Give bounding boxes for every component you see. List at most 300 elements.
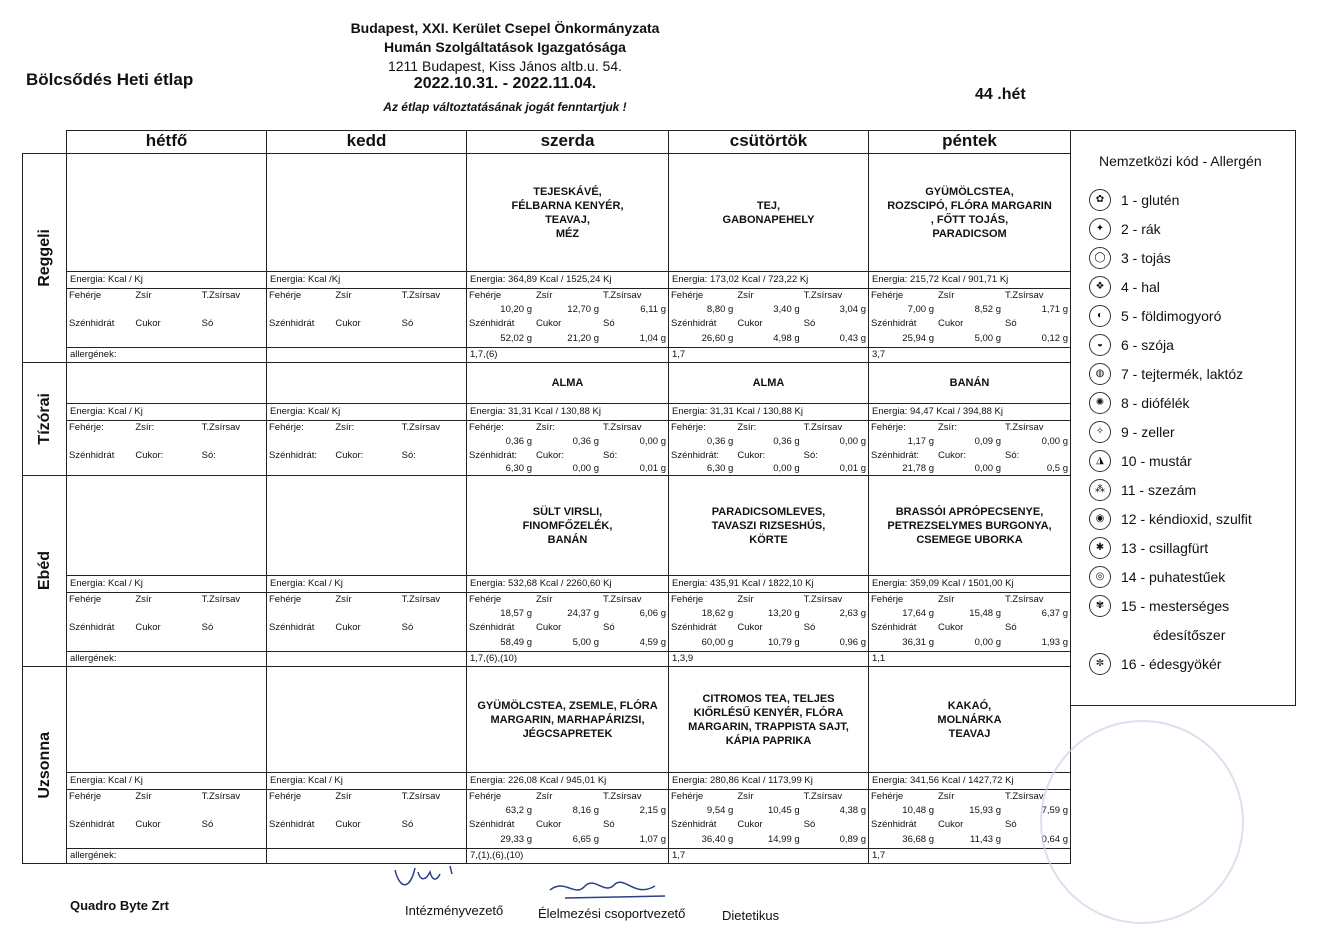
nutrient-value xyxy=(67,833,133,848)
legend-label: 15 - mesterséges xyxy=(1121,597,1230,614)
nutrient-label: Zsír xyxy=(335,290,352,301)
nutrient-label: T.Zsírsav xyxy=(201,290,241,301)
nutrient-value: 2,15 g xyxy=(639,805,666,816)
menu-cell xyxy=(267,476,467,667)
nutrient-label: Szénhidrát xyxy=(469,819,515,830)
legend-item xyxy=(1089,504,1295,533)
nutrient-value xyxy=(400,804,466,818)
dish-name xyxy=(67,667,266,772)
day-header: szerda xyxy=(467,131,669,154)
nutrient-value: 6,06 g xyxy=(639,608,666,619)
dish-name: GYÜMÖLCSTEA, ROZSCIPÓ, FLÓRA MARGARIN , FŐTT TOJÁS, PARADICSOM xyxy=(887,185,1052,240)
nutrient-value: 4,38 g xyxy=(839,805,866,816)
nutrient-label: T.Zsírsav xyxy=(603,791,642,802)
nutrient-label: T.Zsírsav xyxy=(803,594,843,605)
day-header: csütörtök xyxy=(669,131,869,154)
nutrient-value: 9,54 g xyxy=(706,805,734,816)
nutrient-value: 0,00 g xyxy=(974,463,1001,474)
org-line-1: Budapest, XXI. Kerület Csepel Önkormányzata xyxy=(350,20,660,36)
dish-name: KAKAÓ, MOLNÁRKA TEAVAJ xyxy=(937,699,1002,740)
legend-item xyxy=(1089,562,1295,591)
nutrient-value: 7,00 g xyxy=(907,304,934,315)
nutrient-value: 0,01 g xyxy=(839,463,866,474)
menu-cell xyxy=(267,667,467,864)
nutrient-value: 21,78 g xyxy=(902,463,934,474)
nutrient-value: 0,64 g xyxy=(1041,834,1068,845)
menu-cell xyxy=(869,476,1071,667)
menu-cell xyxy=(67,667,267,864)
meal-label: Reggeli xyxy=(35,229,53,287)
nutrient-label: Cukor xyxy=(737,318,763,329)
nutrient-label: Cukor: xyxy=(135,450,164,461)
legend-item xyxy=(1089,475,1295,504)
allergen-codes: 1,7 xyxy=(669,347,868,362)
nutrient-label: Fehérje: xyxy=(671,422,706,433)
nutrient-value: 6,37 g xyxy=(1041,608,1068,619)
nutrient-label: T.Zsírsav xyxy=(401,594,441,605)
nutrient-label: Cukor xyxy=(335,622,361,633)
nutrient-label: Cukor xyxy=(737,622,763,633)
nutrient-label: Zsír xyxy=(135,791,152,802)
nutrient-value: 7,59 g xyxy=(1041,805,1068,816)
nutrient-value: 15,93 g xyxy=(969,805,1001,816)
legend-item xyxy=(1089,214,1295,243)
nutrient-label: Szénhidrát: xyxy=(671,450,720,461)
nutrient-label: Só xyxy=(201,318,214,329)
signer-label-1: Intézményvezető xyxy=(405,903,504,918)
allergen-codes xyxy=(267,651,466,666)
nutrient-value xyxy=(200,462,266,475)
nutrient-label: Cukor: xyxy=(737,450,766,461)
nutrient-value: 6,30 g xyxy=(505,463,532,474)
nutrient-value xyxy=(200,607,266,621)
nutrient-label: Zsír: xyxy=(938,422,957,433)
dish-name: TEJESKÁVÉ, FÉLBARNA KENYÉR, TEAVAJ, MÉZ xyxy=(511,185,624,240)
nutrient-value xyxy=(400,303,466,317)
nutrient-label: Zsír xyxy=(335,594,352,605)
nutrient-label: Fehérje xyxy=(671,791,704,802)
nutrient-value xyxy=(67,804,133,818)
meal-label: Uzsonna xyxy=(35,731,53,799)
nutrient-value: 18,57 g xyxy=(500,608,532,619)
legend-label: 10 - mustár xyxy=(1121,452,1192,469)
energy-value: Energia: Kcal/ Kj xyxy=(267,403,466,420)
nutrient-label: T.Zsírsav xyxy=(1005,791,1044,802)
nutrient-label: T.Zsírsav xyxy=(401,290,441,301)
nutrient-value xyxy=(200,833,266,848)
dish-name: TEJ, GABONAPEHELY xyxy=(722,199,815,226)
legend-label: 1 - glutén xyxy=(1121,191,1180,208)
weekly-menu-table xyxy=(22,130,1071,864)
nutrient-value: 0,36 g xyxy=(505,436,532,447)
nutrient-value xyxy=(133,303,199,317)
nutrient-value: 0,00 g xyxy=(839,436,866,447)
nutrition-grid xyxy=(869,288,1070,347)
meal-label-cell xyxy=(23,154,67,363)
nutrient-label: Fehérje xyxy=(69,290,102,301)
nutrient-value xyxy=(267,607,333,621)
menu-cell xyxy=(869,363,1071,476)
legend-item xyxy=(1089,272,1295,301)
legend-label: 8 - diófélék xyxy=(1121,394,1190,411)
legend-label: 4 - hal xyxy=(1121,278,1160,295)
nutrient-label: Szénhidrát xyxy=(269,318,315,329)
dish-name: BANÁN xyxy=(949,377,990,389)
meal-label: Tízórai xyxy=(35,393,53,445)
nutrient-label: T.Zsírsav xyxy=(401,422,441,433)
nutrient-value: 0,36 g xyxy=(572,436,599,447)
nutrient-value: 8,80 g xyxy=(706,304,734,315)
energy-value: Energia: 173,02 Kcal / 723,22 Kj xyxy=(669,271,868,288)
allergen-icon: ✺ xyxy=(1089,392,1111,414)
dish-name: ALMA xyxy=(551,377,584,389)
nutrient-label: Szénhidrát: xyxy=(269,450,318,461)
nutrient-value xyxy=(267,462,333,475)
nutrient-label: Szénhidrát xyxy=(69,318,115,329)
nutrient-value: 14,99 g xyxy=(767,834,800,845)
allergen-icon: ✱ xyxy=(1089,537,1111,559)
menu-cell xyxy=(467,476,669,667)
allergen-icon: ◉ xyxy=(1089,508,1111,530)
nutrient-value: 0,89 g xyxy=(839,834,866,845)
nutrition-grid xyxy=(467,592,668,651)
dish-name xyxy=(267,667,466,772)
nutrient-value xyxy=(267,332,333,347)
nutrient-value: 0,36 g xyxy=(706,436,734,447)
dish-name: BRASSÓI APRÓPECSENYE, PETREZSELYMES BURGONYA, CSEMEGE UBORKA xyxy=(887,505,1052,546)
nutrient-label: Zsír: xyxy=(737,422,757,433)
energy-value: Energia: Kcal / Kj xyxy=(67,575,266,592)
nutrient-value: 26,60 g xyxy=(701,333,734,344)
nutrient-value: 6,65 g xyxy=(572,834,599,845)
nutrient-label: Fehérje xyxy=(469,791,502,802)
nutrient-value: 0,00 g xyxy=(974,637,1001,648)
nutrient-value: 3,40 g xyxy=(773,304,800,315)
legend-item xyxy=(1089,533,1295,562)
nutrition-grid xyxy=(67,420,266,475)
nutrient-label: T.Zsírsav xyxy=(201,422,241,433)
nutrient-value: 1,07 g xyxy=(639,834,666,845)
nutrient-value xyxy=(267,804,333,818)
allergen-icon: ✼ xyxy=(1089,653,1111,675)
nutrition-grid xyxy=(467,288,668,347)
meal-label: Ebéd xyxy=(35,551,53,591)
nutrient-label: Só xyxy=(603,622,615,633)
day-header: kedd xyxy=(267,131,467,154)
legend-item xyxy=(1089,649,1295,678)
dish-name: CITROMOS TEA, TELJES KIŐRLÉSŰ KENYÉR, FLÓRA MARGARIN, TRAPPISTA SAJT, KÁPIA PAPRIKA xyxy=(688,692,849,747)
nutrient-label: Szénhidrát xyxy=(269,819,315,830)
energy-value: Energia: Kcal / Kj xyxy=(267,575,466,592)
nutrient-value xyxy=(400,435,466,449)
nutrient-value xyxy=(267,303,333,317)
nutrient-label: Szénhidrát xyxy=(69,819,115,830)
nutrient-label: Fehérje xyxy=(871,594,904,605)
nutrient-label: Cukor: xyxy=(938,450,966,461)
nutrition-grid xyxy=(67,288,266,347)
allergen-codes: allergének: xyxy=(67,651,266,666)
nutrient-label: Fehérje: xyxy=(269,422,304,433)
nutrient-value: 0,12 g xyxy=(1041,333,1068,344)
nutrient-value xyxy=(400,462,466,475)
nutrient-label: Cukor xyxy=(536,622,562,633)
energy-value: Energia: 280,86 Kcal / 1173,99 Kj xyxy=(669,772,868,789)
nutrient-label: Cukor xyxy=(536,318,562,329)
energy-value: Energia: 94,47 Kcal / 394,88 Kj xyxy=(869,403,1070,420)
nutrient-label: Zsír xyxy=(335,791,352,802)
nutrient-label: Zsír xyxy=(135,290,152,301)
dish-name xyxy=(267,476,466,575)
allergen-icon: ❖ xyxy=(1089,276,1111,298)
nutrient-value: 0,09 g xyxy=(974,436,1001,447)
menu-cell xyxy=(669,476,869,667)
energy-value: Energia: Kcal /Kj xyxy=(267,271,466,288)
nutrient-value xyxy=(133,804,199,818)
nutrient-label: Fehérje: xyxy=(69,422,104,433)
menu-cell xyxy=(67,363,267,476)
nutrient-label: Szénhidrát xyxy=(871,819,917,830)
menu-cell xyxy=(67,476,267,667)
nutrient-value xyxy=(67,607,133,621)
nutrient-value: 10,79 g xyxy=(767,637,800,648)
nutrient-value xyxy=(267,833,333,848)
nutrient-label: Fehérje: xyxy=(469,422,504,433)
nutrient-value: 1,93 g xyxy=(1041,637,1068,648)
energy-value: Energia: 215,72 Kcal / 901,71 Kj xyxy=(869,271,1070,288)
week-number: 44 .hét xyxy=(975,86,1026,103)
signature-2 xyxy=(545,872,675,906)
allergen-icon: ◮ xyxy=(1089,450,1111,472)
address: 1211 Budapest, Kiss János altb.u. 54. xyxy=(387,58,622,74)
dish-name: GYÜMÖLCSTEA, ZSEMLE, FLÓRA MARGARIN, MARHAPÁRIZSI, JÉGCSAPRETEK xyxy=(477,699,658,740)
legend-item xyxy=(1089,330,1295,359)
menu-cell xyxy=(267,154,467,363)
menu-cell xyxy=(869,154,1071,363)
nutrient-label: Cukor xyxy=(335,318,361,329)
nutrient-value: 10,45 g xyxy=(767,805,800,816)
nutrition-grid xyxy=(467,789,668,848)
allergen-icon: ◐ xyxy=(1089,305,1111,327)
official-stamp xyxy=(1040,720,1244,924)
nutrient-label: Fehérje xyxy=(269,594,302,605)
nutrition-grid xyxy=(267,288,466,347)
nutrient-label: Zsír xyxy=(938,791,955,802)
nutrient-label: Cukor xyxy=(135,318,161,329)
nutrient-label: Fehérje xyxy=(69,594,102,605)
nutrient-value xyxy=(267,435,333,449)
nutrient-value: 63,2 g xyxy=(505,805,532,816)
nutrient-value: 3,04 g xyxy=(839,304,866,315)
date-range: 2022.10.31. - 2022.11.04. xyxy=(413,75,597,92)
nutrient-label: Fehérje xyxy=(269,791,302,802)
legend-label: 7 - tejtermék, laktóz xyxy=(1121,365,1244,382)
nutrient-label: Szénhidrát xyxy=(69,622,115,633)
nutrition-grid xyxy=(669,420,868,475)
allergen-codes: allergének: xyxy=(67,848,266,863)
nutrient-label: Cukor xyxy=(938,318,964,329)
allergen-codes: 1,7 xyxy=(669,848,868,863)
menu-cell xyxy=(669,667,869,864)
nutrient-value: 0,43 g xyxy=(839,333,866,344)
nutrient-label: Só xyxy=(803,318,816,329)
nutrient-label: Cukor xyxy=(335,819,361,830)
nutrition-grid xyxy=(669,288,868,347)
legend-item xyxy=(1089,591,1295,620)
legend-label: 12 - kéndioxid, szulfit xyxy=(1121,510,1252,527)
nutrient-label: T.Zsírsav xyxy=(201,594,241,605)
nutrient-label: Zsír: xyxy=(135,422,155,433)
legend-item xyxy=(1089,446,1295,475)
nutrition-grid xyxy=(869,420,1070,475)
allergen-icon: ✧ xyxy=(1089,421,1111,443)
allergen-legend xyxy=(1070,130,1296,706)
allergen-icon: ✿ xyxy=(1089,189,1111,211)
allergen-icon: ✦ xyxy=(1089,218,1111,240)
nutrient-label: T.Zsírsav xyxy=(201,791,241,802)
nutrient-label: Cukor xyxy=(536,819,562,830)
nutrient-value xyxy=(67,435,133,449)
nutrient-value xyxy=(400,636,466,651)
nutrient-label: Só xyxy=(401,622,414,633)
nutrient-value: 0,36 g xyxy=(773,436,800,447)
company-name: Quadro Byte Zrt xyxy=(70,898,169,913)
day-header: péntek xyxy=(869,131,1071,154)
allergen-icon: ✾ xyxy=(1089,595,1111,617)
allergen-icon: ◎ xyxy=(1089,566,1111,588)
nutrient-label: Cukor xyxy=(135,622,161,633)
legend-item-continuation: édesítőszer xyxy=(1153,626,1226,643)
nutrient-value: 0,00 g xyxy=(572,463,599,474)
nutrient-value xyxy=(200,435,266,449)
nutrient-value: 58,49 g xyxy=(500,637,532,648)
nutrient-label: Szénhidrát xyxy=(871,622,917,633)
nutrient-label: Zsír xyxy=(135,594,152,605)
legend-label: 11 - szezám xyxy=(1121,481,1197,498)
nutrient-value: 6,11 g xyxy=(640,304,666,315)
nutrient-value: 15,48 g xyxy=(969,608,1001,619)
nutrient-value: 4,98 g xyxy=(773,333,800,344)
energy-value: Energia: Kcal / Kj xyxy=(67,271,266,288)
menu-cell xyxy=(669,154,869,363)
legend-label: 16 - édesgyökér xyxy=(1121,655,1222,672)
nutrient-label: Zsír xyxy=(536,290,553,301)
allergen-codes: 7,(1),(6),(10) xyxy=(467,848,668,863)
nutrient-label: T.Zsírsav xyxy=(401,791,441,802)
nutrient-label: Cukor xyxy=(737,819,763,830)
nutrient-label: Só: xyxy=(201,450,216,461)
nutrient-value: 36,31 g xyxy=(902,637,934,648)
nutrient-value: 5,00 g xyxy=(572,637,599,648)
nutrient-label: Fehérje xyxy=(871,290,904,301)
nutrient-value: 36,68 g xyxy=(902,834,934,845)
nutrient-value: 8,52 g xyxy=(974,304,1001,315)
nutrient-value xyxy=(200,636,266,651)
nutrient-label: Szénhidrát xyxy=(69,450,115,461)
nutrient-value xyxy=(200,804,266,818)
nutrient-label: Só xyxy=(401,318,414,329)
nutrient-value: 18,62 g xyxy=(701,608,734,619)
nutrition-grid xyxy=(467,420,668,475)
nutrient-value xyxy=(133,607,199,621)
signer-label-3: Dietetikus xyxy=(722,908,780,923)
nutrient-label: T.Zsírsav xyxy=(1005,594,1044,605)
nutrient-label: Só xyxy=(603,318,615,329)
allergen-codes: 1,7,(6) xyxy=(467,347,668,362)
nutrient-value xyxy=(133,636,199,651)
signature-1 xyxy=(390,860,470,900)
nutrient-value xyxy=(200,332,266,347)
meal-label-cell xyxy=(23,363,67,476)
nutrient-label: Zsír xyxy=(938,594,955,605)
nutrient-label: Zsír xyxy=(737,290,754,301)
nutrient-value: 5,00 g xyxy=(974,333,1001,344)
dish-name xyxy=(67,154,266,271)
nutrient-label: Fehérje xyxy=(469,290,502,301)
allergen-codes: allergének: xyxy=(67,347,266,362)
nutrient-value: 60,00 g xyxy=(701,637,734,648)
nutrient-label: Zsír xyxy=(737,791,754,802)
nutrient-value: 36,40 g xyxy=(701,834,734,845)
nutrient-value: 12,70 g xyxy=(567,304,599,315)
meal-label-cell xyxy=(23,476,67,667)
nutrient-value: 29,33 g xyxy=(500,834,532,845)
energy-value: Energia: 364,89 Kcal / 1525,24 Kj xyxy=(467,271,668,288)
nutrient-label: Cukor: xyxy=(335,450,364,461)
nutrient-value xyxy=(67,462,133,475)
nutrient-label: Fehérje: xyxy=(871,422,906,433)
legend-item xyxy=(1089,417,1295,446)
nutrient-value: 24,37 g xyxy=(567,608,599,619)
nutrient-label: Só: xyxy=(603,450,618,461)
energy-value: Energia: 359,09 Kcal / 1501,00 Kj xyxy=(869,575,1070,592)
nutrient-label: Só xyxy=(803,819,816,830)
legend-label: 5 - földimogyoró xyxy=(1121,307,1222,324)
nutrient-label: Zsír xyxy=(536,594,553,605)
nutrient-value xyxy=(333,462,399,475)
nutrient-label: Fehérje xyxy=(469,594,502,605)
nutrient-label: Szénhidrát xyxy=(469,622,515,633)
nutrient-label: Só xyxy=(1005,622,1017,633)
nutrient-label: Fehérje xyxy=(871,791,904,802)
nutrient-label: Só xyxy=(1005,819,1017,830)
dish-name xyxy=(267,363,466,403)
nutrient-value: 0,96 g xyxy=(839,637,866,648)
legend-label: 9 - zeller xyxy=(1121,423,1175,440)
dish-name: SÜLT VIRSLI, FINOMFŐZELÉK, BANÁN xyxy=(522,505,613,546)
signer-label-2: Élelmezési csoportvezető xyxy=(538,906,686,921)
nutrient-label: Zsír xyxy=(938,290,955,301)
nutrient-label: Cukor xyxy=(938,819,964,830)
nutrient-label: T.Zsírsav xyxy=(803,290,843,301)
nutrient-value xyxy=(133,833,199,848)
nutrient-label: Só xyxy=(201,819,214,830)
corner-cell xyxy=(23,131,67,154)
energy-value: Energia: 226,08 Kcal / 945,01 Kj xyxy=(467,772,668,789)
nutrient-label: Só xyxy=(603,819,615,830)
legend-label: 6 - szója xyxy=(1121,336,1174,353)
allergen-codes: 1,1 xyxy=(869,651,1070,666)
legend-label: 14 - puhatestűek xyxy=(1121,568,1226,585)
dish-name: ALMA xyxy=(752,377,785,389)
legend-item xyxy=(1089,185,1295,214)
nutrient-label: Zsír: xyxy=(536,422,555,433)
nutrient-value: 52,02 g xyxy=(500,333,532,344)
nutrient-value: 8,16 g xyxy=(572,805,599,816)
page-title: Bölcsődés Heti étlap xyxy=(26,70,194,89)
nutrient-value: 13,20 g xyxy=(767,608,800,619)
nutrient-label: T.Zsírsav xyxy=(1005,422,1044,433)
meal-row xyxy=(23,363,1071,476)
